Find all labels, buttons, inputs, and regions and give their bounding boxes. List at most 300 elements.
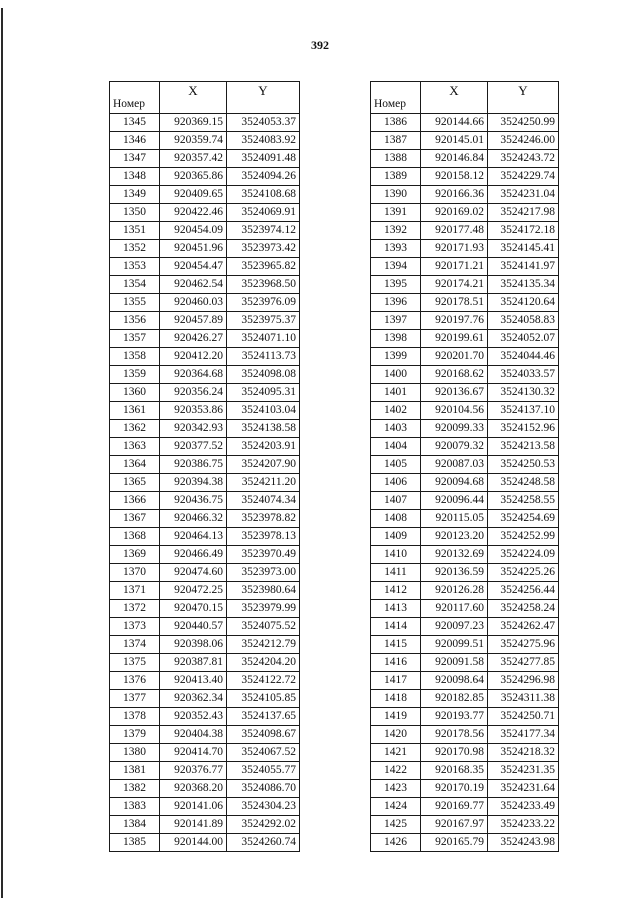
y-coordinate-cell: 3524277.85 (488, 654, 559, 672)
table-row (371, 186, 559, 204)
page-number: 392 (311, 38, 329, 52)
y-coordinate-cell: 3524252.99 (488, 528, 559, 546)
table-row (371, 834, 559, 852)
y-coordinate-cell: 3524113.73 (227, 348, 300, 366)
point-number-cell: 1373 (110, 618, 160, 636)
x-coordinate-cell: 920170.98 (421, 744, 488, 762)
point-number-cell: 1413 (371, 600, 421, 618)
point-number-cell: 1406 (371, 474, 421, 492)
point-number-cell: 1390 (371, 186, 421, 204)
x-coordinate-cell: 920394.38 (160, 474, 227, 492)
y-coordinate-cell: 3524098.67 (227, 726, 300, 744)
table-row (110, 312, 300, 330)
point-number-cell: 1398 (371, 330, 421, 348)
point-number-cell: 1381 (110, 762, 160, 780)
x-coordinate-cell: 920169.02 (421, 204, 488, 222)
x-coordinate-cell: 920409.65 (160, 186, 227, 204)
y-coordinate-cell: 3524207.90 (227, 456, 300, 474)
table-row (110, 420, 300, 438)
x-coordinate-cell: 920099.33 (421, 420, 488, 438)
table-row (371, 330, 559, 348)
point-number-cell: 1366 (110, 492, 160, 510)
x-coordinate-cell: 920414.70 (160, 744, 227, 762)
table-row (371, 258, 559, 276)
point-number-cell: 1368 (110, 528, 160, 546)
x-coordinate-cell: 920356.24 (160, 384, 227, 402)
x-coordinate-cell: 920387.81 (160, 654, 227, 672)
x-coordinate-cell: 920460.03 (160, 294, 227, 312)
table-row (371, 690, 559, 708)
table-row (110, 798, 300, 816)
table-row (110, 222, 300, 240)
x-coordinate-cell: 920357.42 (160, 150, 227, 168)
y-coordinate-cell: 3524033.57 (488, 366, 559, 384)
x-coordinate-cell: 920099.51 (421, 636, 488, 654)
point-number-cell: 1418 (371, 690, 421, 708)
x-coordinate-cell: 920144.66 (421, 114, 488, 132)
table-row (371, 798, 559, 816)
y-coordinate-cell: 3524103.04 (227, 402, 300, 420)
table-row (371, 204, 559, 222)
coordinates-table-right (370, 81, 559, 852)
point-number-cell: 1374 (110, 636, 160, 654)
point-number-cell: 1397 (371, 312, 421, 330)
y-coordinate-cell: 3524067.52 (227, 744, 300, 762)
y-coordinate-cell: 3524212.79 (227, 636, 300, 654)
y-coordinate-cell: 3524250.53 (488, 456, 559, 474)
y-coordinate-cell: 3524071.10 (227, 330, 300, 348)
x-coordinate-cell: 920096.44 (421, 492, 488, 510)
table-row (110, 672, 300, 690)
x-coordinate-cell: 920454.47 (160, 258, 227, 276)
table-row (371, 744, 559, 762)
x-coordinate-cell: 920413.40 (160, 672, 227, 690)
table-row (110, 618, 300, 636)
y-coordinate-cell: 3523976.09 (227, 294, 300, 312)
table-row (110, 186, 300, 204)
y-coordinate-cell: 3524172.18 (488, 222, 559, 240)
point-number-cell: 1396 (371, 294, 421, 312)
x-coordinate-cell: 920451.96 (160, 240, 227, 258)
point-number-cell: 1356 (110, 312, 160, 330)
x-coordinate-cell: 920174.21 (421, 276, 488, 294)
x-coordinate-cell: 920117.60 (421, 600, 488, 618)
y-coordinate-cell: 3524152.96 (488, 420, 559, 438)
x-coordinate-cell: 920342.93 (160, 420, 227, 438)
y-coordinate-cell: 3524120.64 (488, 294, 559, 312)
table-row (371, 168, 559, 186)
table-row (110, 528, 300, 546)
point-number-cell: 1421 (371, 744, 421, 762)
table-row (371, 492, 559, 510)
table-row (110, 816, 300, 834)
y-coordinate-cell: 3524292.02 (227, 816, 300, 834)
point-number-cell: 1376 (110, 672, 160, 690)
y-coordinate-cell: 3524225.26 (488, 564, 559, 582)
table-row (110, 240, 300, 258)
table-row (371, 150, 559, 168)
y-coordinate-cell: 3523973.42 (227, 240, 300, 258)
point-number-cell: 1425 (371, 816, 421, 834)
table-row (371, 762, 559, 780)
x-coordinate-cell: 920359.74 (160, 132, 227, 150)
scan-edge-line (1, 8, 3, 898)
table-row (371, 366, 559, 384)
x-coordinate-cell: 920386.75 (160, 456, 227, 474)
y-coordinate-cell: 3524130.32 (488, 384, 559, 402)
point-number-cell: 1365 (110, 474, 160, 492)
table-row (110, 834, 300, 852)
table-row (110, 276, 300, 294)
point-number-cell: 1392 (371, 222, 421, 240)
x-coordinate-cell: 920167.97 (421, 816, 488, 834)
y-coordinate-cell: 3524204.20 (227, 654, 300, 672)
x-coordinate-cell: 920376.77 (160, 762, 227, 780)
y-coordinate-cell: 3523970.49 (227, 546, 300, 564)
point-number-cell: 1349 (110, 186, 160, 204)
table-row (371, 564, 559, 582)
y-coordinate-cell: 3524262.47 (488, 618, 559, 636)
point-number-cell: 1375 (110, 654, 160, 672)
point-number-cell: 1426 (371, 834, 421, 852)
point-number-cell: 1384 (110, 816, 160, 834)
table-row (110, 726, 300, 744)
table-row (371, 546, 559, 564)
point-number-cell: 1346 (110, 132, 160, 150)
y-coordinate-cell: 3523968.50 (227, 276, 300, 294)
point-number-cell: 1386 (371, 114, 421, 132)
x-coordinate-cell: 920126.28 (421, 582, 488, 600)
point-number-cell: 1357 (110, 330, 160, 348)
x-coordinate-cell: 920104.56 (421, 402, 488, 420)
x-coordinate-cell: 920136.59 (421, 564, 488, 582)
table-row (371, 510, 559, 528)
table-row (110, 384, 300, 402)
x-coordinate-cell: 920079.32 (421, 438, 488, 456)
point-number-cell: 1422 (371, 762, 421, 780)
table-row (371, 384, 559, 402)
y-coordinate-cell: 3524258.24 (488, 600, 559, 618)
y-coordinate-cell: 3524098.08 (227, 366, 300, 384)
x-coordinate-cell: 920168.35 (421, 762, 488, 780)
x-coordinate-cell: 920466.49 (160, 546, 227, 564)
x-coordinate-cell: 920097.23 (421, 618, 488, 636)
table-row (371, 816, 559, 834)
x-coordinate-cell: 920182.85 (421, 690, 488, 708)
point-number-cell: 1347 (110, 150, 160, 168)
y-coordinate-cell: 3524218.32 (488, 744, 559, 762)
y-coordinate-cell: 3524256.44 (488, 582, 559, 600)
point-number-cell: 1405 (371, 456, 421, 474)
point-number-cell: 1359 (110, 366, 160, 384)
x-coordinate-cell: 920457.89 (160, 312, 227, 330)
table-row (110, 744, 300, 762)
header-row (110, 82, 300, 114)
point-number-cell: 1401 (371, 384, 421, 402)
point-number-cell: 1348 (110, 168, 160, 186)
table-row (110, 330, 300, 348)
x-coordinate-cell: 920474.60 (160, 564, 227, 582)
table-row (371, 438, 559, 456)
point-number-cell: 1404 (371, 438, 421, 456)
table-row (110, 708, 300, 726)
point-number-cell: 1400 (371, 366, 421, 384)
x-coordinate-cell: 920170.19 (421, 780, 488, 798)
point-number-cell: 1416 (371, 654, 421, 672)
x-coordinate-cell: 920193.77 (421, 708, 488, 726)
y-coordinate-cell: 3524075.52 (227, 618, 300, 636)
x-coordinate-cell: 920158.12 (421, 168, 488, 186)
table-row (110, 168, 300, 186)
point-number-cell: 1409 (371, 528, 421, 546)
table-row (371, 708, 559, 726)
table-row (110, 492, 300, 510)
y-coordinate-cell: 3524055.77 (227, 762, 300, 780)
x-coordinate-cell: 920168.62 (421, 366, 488, 384)
table-row (371, 276, 559, 294)
table-row (110, 762, 300, 780)
table-row (371, 474, 559, 492)
point-number-cell: 1358 (110, 348, 160, 366)
point-number-cell: 1353 (110, 258, 160, 276)
y-coordinate-cell: 3524233.22 (488, 816, 559, 834)
header-row (371, 82, 559, 114)
x-coordinate-cell: 920412.20 (160, 348, 227, 366)
x-coordinate-cell: 920171.93 (421, 240, 488, 258)
x-coordinate-cell: 920144.00 (160, 834, 227, 852)
point-number-cell: 1399 (371, 348, 421, 366)
point-number-cell: 1419 (371, 708, 421, 726)
table-row (110, 582, 300, 600)
y-coordinate-cell: 3524053.37 (227, 114, 300, 132)
y-coordinate-cell: 3524177.34 (488, 726, 559, 744)
x-coordinate-cell: 920165.79 (421, 834, 488, 852)
x-coordinate-cell: 920166.36 (421, 186, 488, 204)
x-coordinate-cell: 920364.68 (160, 366, 227, 384)
y-coordinate-cell: 3524304.23 (227, 798, 300, 816)
y-coordinate-cell: 3524254.69 (488, 510, 559, 528)
x-coordinate-cell: 920353.86 (160, 402, 227, 420)
point-number-cell: 1412 (371, 582, 421, 600)
x-coordinate-cell: 920466.32 (160, 510, 227, 528)
y-coordinate-cell: 3524243.98 (488, 834, 559, 852)
header-y: Y (227, 82, 300, 114)
y-coordinate-cell: 3524138.58 (227, 420, 300, 438)
x-coordinate-cell: 920436.75 (160, 492, 227, 510)
y-coordinate-cell: 3524250.99 (488, 114, 559, 132)
table-row (371, 132, 559, 150)
x-coordinate-cell: 920422.46 (160, 204, 227, 222)
y-coordinate-cell: 3524229.74 (488, 168, 559, 186)
x-coordinate-cell: 920115.05 (421, 510, 488, 528)
y-coordinate-cell: 3524248.58 (488, 474, 559, 492)
table-row (371, 114, 559, 132)
x-coordinate-cell: 920091.58 (421, 654, 488, 672)
point-number-cell: 1379 (110, 726, 160, 744)
x-coordinate-cell: 920145.01 (421, 132, 488, 150)
coordinates-table-left (109, 81, 300, 852)
x-coordinate-cell: 920169.77 (421, 798, 488, 816)
point-number-cell: 1352 (110, 240, 160, 258)
point-number-cell: 1388 (371, 150, 421, 168)
table-row (110, 636, 300, 654)
y-coordinate-cell: 3524058.83 (488, 312, 559, 330)
x-coordinate-cell: 920369.15 (160, 114, 227, 132)
x-coordinate-cell: 920352.43 (160, 708, 227, 726)
table-row (110, 204, 300, 222)
y-coordinate-cell: 3523965.82 (227, 258, 300, 276)
point-number-cell: 1403 (371, 420, 421, 438)
y-coordinate-cell: 3524137.65 (227, 708, 300, 726)
table-row (371, 402, 559, 420)
point-number-cell: 1377 (110, 690, 160, 708)
y-coordinate-cell: 3524258.55 (488, 492, 559, 510)
x-coordinate-cell: 920368.20 (160, 780, 227, 798)
table-row (110, 402, 300, 420)
table-row (371, 420, 559, 438)
point-number-cell: 1385 (110, 834, 160, 852)
table-row (110, 456, 300, 474)
x-coordinate-cell: 920132.69 (421, 546, 488, 564)
x-coordinate-cell: 920171.21 (421, 258, 488, 276)
y-coordinate-cell: 3524135.34 (488, 276, 559, 294)
point-number-cell: 1345 (110, 114, 160, 132)
x-coordinate-cell: 920197.76 (421, 312, 488, 330)
x-coordinate-cell: 920098.64 (421, 672, 488, 690)
point-number-cell: 1371 (110, 582, 160, 600)
header-x: X (160, 82, 227, 114)
header-number: Номер (371, 82, 421, 114)
y-coordinate-cell: 3524231.04 (488, 186, 559, 204)
y-coordinate-cell: 3524246.00 (488, 132, 559, 150)
x-coordinate-cell: 920141.06 (160, 798, 227, 816)
point-number-cell: 1364 (110, 456, 160, 474)
table-row (110, 654, 300, 672)
x-coordinate-cell: 920362.34 (160, 690, 227, 708)
y-coordinate-cell: 3524217.98 (488, 204, 559, 222)
table-row (110, 600, 300, 618)
x-coordinate-cell: 920426.27 (160, 330, 227, 348)
point-number-cell: 1414 (371, 618, 421, 636)
header-x: X (421, 82, 488, 114)
y-coordinate-cell: 3524275.96 (488, 636, 559, 654)
x-coordinate-cell: 920462.54 (160, 276, 227, 294)
table-row (110, 150, 300, 168)
table-row (110, 438, 300, 456)
table-row (371, 726, 559, 744)
point-number-cell: 1402 (371, 402, 421, 420)
table-row (371, 672, 559, 690)
y-coordinate-cell: 3524095.31 (227, 384, 300, 402)
table-row (371, 312, 559, 330)
table-row (110, 780, 300, 798)
y-coordinate-cell: 3524052.07 (488, 330, 559, 348)
x-coordinate-cell: 920136.67 (421, 384, 488, 402)
x-coordinate-cell: 920177.48 (421, 222, 488, 240)
y-coordinate-cell: 3524108.68 (227, 186, 300, 204)
table-row (371, 780, 559, 798)
point-number-cell: 1420 (371, 726, 421, 744)
table-row (110, 348, 300, 366)
y-coordinate-cell: 3524044.46 (488, 348, 559, 366)
point-number-cell: 1351 (110, 222, 160, 240)
y-coordinate-cell: 3524311.38 (488, 690, 559, 708)
x-coordinate-cell: 920087.03 (421, 456, 488, 474)
point-number-cell: 1424 (371, 798, 421, 816)
table-row (371, 654, 559, 672)
y-coordinate-cell: 3524260.74 (227, 834, 300, 852)
point-number-cell: 1380 (110, 744, 160, 762)
y-coordinate-cell: 3524069.91 (227, 204, 300, 222)
x-coordinate-cell: 920146.84 (421, 150, 488, 168)
table-row (110, 258, 300, 276)
point-number-cell: 1389 (371, 168, 421, 186)
y-coordinate-cell: 3524145.41 (488, 240, 559, 258)
table-row (110, 132, 300, 150)
point-number-cell: 1382 (110, 780, 160, 798)
header-number: Номер (110, 82, 160, 114)
x-coordinate-cell: 920365.86 (160, 168, 227, 186)
y-coordinate-cell: 3523980.64 (227, 582, 300, 600)
y-coordinate-cell: 3524137.10 (488, 402, 559, 420)
point-number-cell: 1411 (371, 564, 421, 582)
x-coordinate-cell: 920377.52 (160, 438, 227, 456)
y-coordinate-cell: 3524224.09 (488, 546, 559, 564)
table-row (371, 582, 559, 600)
x-coordinate-cell: 920199.61 (421, 330, 488, 348)
y-coordinate-cell: 3523973.00 (227, 564, 300, 582)
x-coordinate-cell: 920398.06 (160, 636, 227, 654)
x-coordinate-cell: 920201.70 (421, 348, 488, 366)
point-number-cell: 1367 (110, 510, 160, 528)
y-coordinate-cell: 3523978.82 (227, 510, 300, 528)
x-coordinate-cell: 920141.89 (160, 816, 227, 834)
table-row (110, 690, 300, 708)
table-row (371, 618, 559, 636)
x-coordinate-cell: 920404.38 (160, 726, 227, 744)
point-number-cell: 1417 (371, 672, 421, 690)
y-coordinate-cell: 3524231.35 (488, 762, 559, 780)
x-coordinate-cell: 920470.15 (160, 600, 227, 618)
point-number-cell: 1383 (110, 798, 160, 816)
table-row (371, 240, 559, 258)
point-number-cell: 1395 (371, 276, 421, 294)
table-row (371, 348, 559, 366)
point-number-cell: 1355 (110, 294, 160, 312)
point-number-cell: 1372 (110, 600, 160, 618)
point-number-cell: 1415 (371, 636, 421, 654)
x-coordinate-cell: 920123.20 (421, 528, 488, 546)
point-number-cell: 1362 (110, 420, 160, 438)
y-coordinate-cell: 3524211.20 (227, 474, 300, 492)
point-number-cell: 1391 (371, 204, 421, 222)
table-row (110, 114, 300, 132)
table-row (371, 456, 559, 474)
y-coordinate-cell: 3524105.85 (227, 690, 300, 708)
y-coordinate-cell: 3524083.92 (227, 132, 300, 150)
table-row (371, 222, 559, 240)
header-y: Y (488, 82, 559, 114)
table-row (110, 546, 300, 564)
table-row (110, 564, 300, 582)
table-row (110, 294, 300, 312)
point-number-cell: 1410 (371, 546, 421, 564)
point-number-cell: 1370 (110, 564, 160, 582)
x-coordinate-cell: 920454.09 (160, 222, 227, 240)
y-coordinate-cell: 3524203.91 (227, 438, 300, 456)
y-coordinate-cell: 3524091.48 (227, 150, 300, 168)
point-number-cell: 1423 (371, 780, 421, 798)
